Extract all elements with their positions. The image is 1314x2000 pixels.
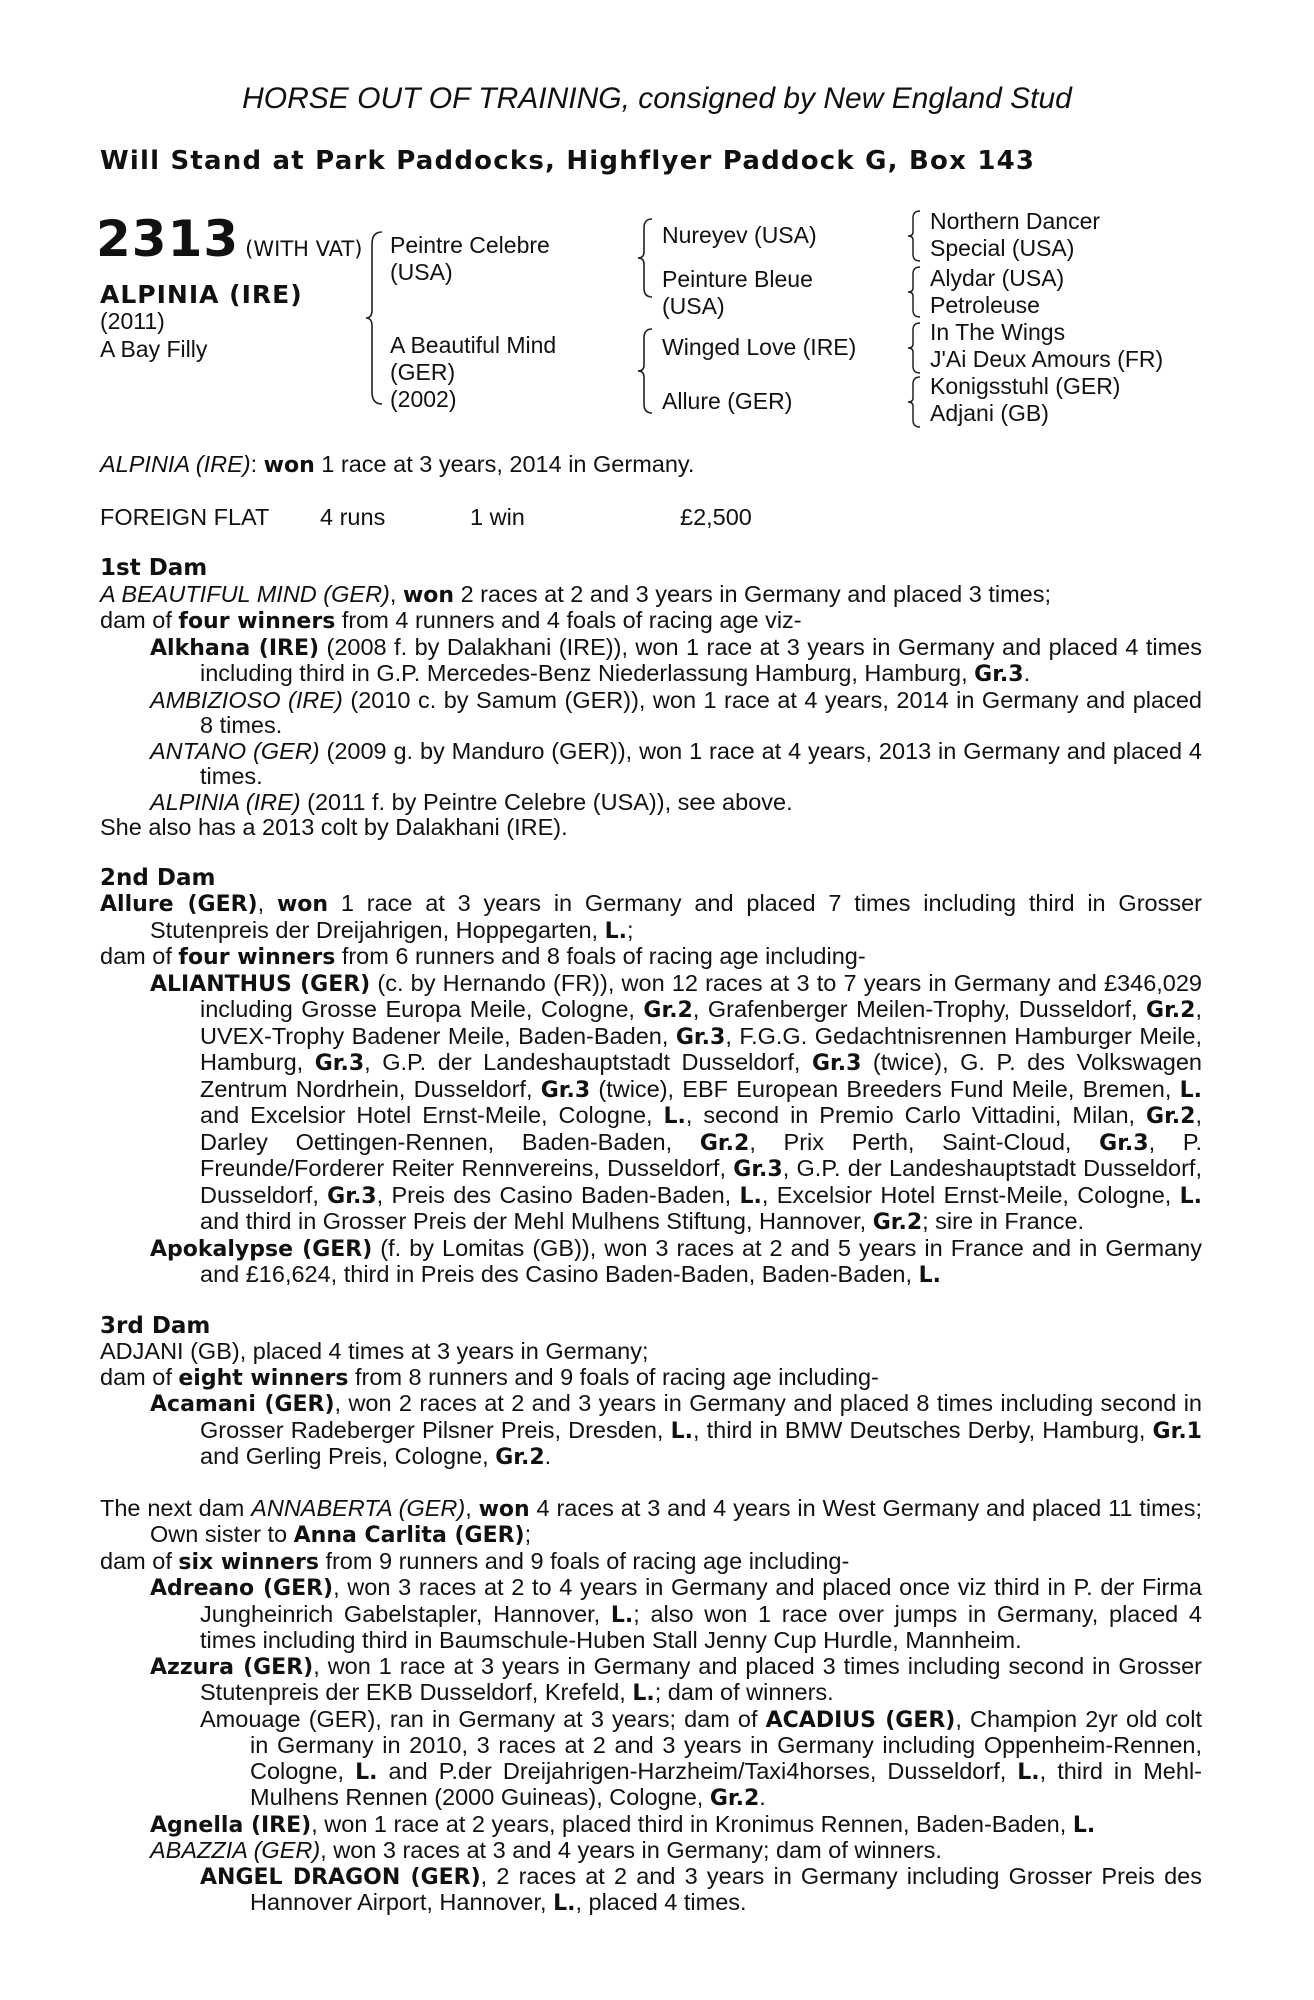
text-run: , third in BMW Deutsches Derby, Hamburg, <box>692 1416 1153 1443</box>
second-dam-line <box>100 891 1202 944</box>
dam1-won: won <box>402 582 455 608</box>
text-run: from 9 runners and 9 foals of racing age including- <box>318 1547 850 1574</box>
text-run: , F.G.G. Gedachtnisrennen Hamburger Meile, Hamburg, <box>200 1022 1203 1075</box>
text-run: Gr.1 <box>1152 1418 1202 1444</box>
text-run: L. <box>553 1891 576 1916</box>
text-run: (c. by Hernando (FR)), won 12 races at 3 to 7 years in Germany and £346,029 including Grosse Europa Meile, Cologne, <box>200 969 1203 1022</box>
sire-name: Peintre Celebre <box>390 232 550 258</box>
dam2-produce-b: four winners <box>178 945 336 970</box>
dam3-produce-c: from 8 runners and 9 foals of racing age including- <box>348 1363 879 1390</box>
text-run: L. <box>1179 1183 1203 1209</box>
text-run: , G.P. der Landeshauptstadt Dusseldorf, Dusseldorf, <box>200 1155 1202 1208</box>
ff-prize: £2,500 <box>680 504 752 530</box>
sire-dam-country: (USA) <box>662 293 725 319</box>
text-run: Gr.2 <box>1146 998 1196 1023</box>
pedigree-g1: Northern Dancer <box>930 208 1101 234</box>
text-run: L. <box>1179 1077 1203 1103</box>
dam2-produce-c: from 6 runners and 8 foals of racing age including- <box>335 943 866 969</box>
text-run: won <box>478 1496 530 1522</box>
pedigree-dam-dam: Allure (GER) <box>662 388 793 414</box>
produce-angel-dragon <box>100 1864 1202 1917</box>
next-dam-produce <box>100 1549 1202 1576</box>
pedigree-g8: Adjani (GB) <box>930 400 1049 426</box>
apokalypse-name: Apokalypse (GER) <box>150 1236 373 1262</box>
azzura-name: Azzura (GER) <box>150 1654 314 1680</box>
text-run: L. <box>739 1183 762 1209</box>
text-run: ; also won 1 race over jumps in Germany, placed 4 times including third in Baumschule-Huben Stall Jenny Cup Hurdle, Mannheim. <box>200 1600 1202 1653</box>
text-run: Gr.2 <box>1146 1104 1196 1129</box>
produce-agnella <box>100 1812 1202 1839</box>
text-run: , P. Freunde/Forderer Reiter Rennvereins, Dusseldorf, <box>200 1128 1203 1181</box>
next-dam-name: ANNABERTA (GER) <box>251 1494 466 1521</box>
text-run: , Prix Perth, Saint-Cloud, <box>749 1128 1100 1155</box>
pedigree-brace-g3 <box>906 320 922 376</box>
dam1-produce-c: from 4 runners and 4 foals of racing age viz- <box>335 607 802 633</box>
horse-description: A Bay Filly <box>100 336 208 362</box>
alpinia-name: ALPINIA (IRE) <box>150 788 301 815</box>
text-run: and P.der Dreijahrigen-Harzheim/Taxi4horses, Dusseldorf, <box>377 1757 1018 1784</box>
produce-alianthus <box>100 971 1202 1236</box>
text-run: , G.P. der Landeshauptstadt Dusseldorf, <box>364 1049 812 1075</box>
pedigree-dam <box>390 332 556 413</box>
text-run: , Darley Oettingen-Rennen, Baden-Baden, <box>200 1102 1202 1155</box>
summary-text: 1 race at 3 years, 2014 in Germany. <box>314 451 695 477</box>
pedigree-g2: Special (USA) <box>930 235 1075 261</box>
next-dam-line <box>100 1496 1202 1549</box>
text-run: and third in Grosser Preis der Mehl Mulhens Stiftung, Hannover, <box>200 1208 873 1234</box>
pedigree-g7: Konigsstuhl (GER) <box>930 373 1121 399</box>
dam1-produce-a: dam of <box>100 607 179 633</box>
third-dam-line: ADJANI (GB), placed 4 times at 3 years in Germany; <box>100 1338 649 1364</box>
second-dam-produce <box>100 944 1202 971</box>
horse-year: (2011) <box>100 308 165 334</box>
dam1-text: 2 races at 2 and 3 years in Germany and placed 3 times; <box>454 580 1052 607</box>
dam3-produce-b: eight winners <box>178 1365 349 1391</box>
text-run: , UVEX-Trophy Badener Meile, Baden-Baden, <box>200 996 1202 1049</box>
text-run: (twice), G. P. des Volkswagen Zentrum Nordrhein, Dusseldorf, <box>200 1049 1202 1102</box>
antano-text: (2009 g. by Manduro (GER)), won 1 race at 4 years, 2013 in Germany and placed 4 times. <box>200 737 1202 789</box>
text-run: and Gerling Preis, Cologne, <box>200 1443 496 1469</box>
text-run: , placed 4 times. <box>575 1889 747 1915</box>
produce-amouage <box>100 1707 1202 1812</box>
alpinia-text: (2011 f. by Peintre Celebre (USA)), see above. <box>300 788 793 815</box>
text-run: , won 1 race at 2 years, placed third in Kronimus Rennen, Baden-Baden, <box>311 1810 1073 1837</box>
alkhana-grade: Gr.3 <box>974 662 1024 687</box>
dam2-text: 1 race at 3 years in Germany and placed 7 times including third in Grosser Stutenpreis der Dreijahrigen, Hoppegarten, <box>150 890 1203 943</box>
lot-number: 2313 <box>96 210 240 268</box>
foreign-flat-record <box>100 505 1202 531</box>
sire-dam-name: Peinture Bleue <box>662 266 813 292</box>
race-summary <box>100 452 1202 479</box>
summary-horse: ALPINIA (IRE) <box>100 451 251 477</box>
text-run: L. <box>670 1418 693 1444</box>
text-run: , won 2 races at 2 and 3 years in Germany and placed 8 times including second in Grosser Radeberger Pilsner Preis, Dresden, <box>200 1390 1202 1443</box>
text-run: L. <box>355 1759 378 1785</box>
ff-runs: 4 runs <box>320 504 386 530</box>
dam2-semi: ; <box>627 916 634 943</box>
pedigree-brace-g1 <box>906 208 922 264</box>
third-dam-heading: 3rd Dam <box>100 1312 211 1339</box>
produce-abazzia <box>100 1838 1202 1864</box>
text-run: six winners <box>178 1549 319 1575</box>
dam1-produce-b: four winners <box>178 609 336 634</box>
text-run: L. <box>632 1681 655 1706</box>
text-run: L. <box>1072 1812 1096 1838</box>
text-run: Gr.3 <box>327 1183 377 1209</box>
text-run: , Excelsior Hotel Ernst-Meile, Cologne, <box>761 1181 1180 1208</box>
dam2-listed: L. <box>604 918 627 944</box>
ambizioso-name: AMBIZIOSO (IRE) <box>150 686 343 713</box>
pedigree-brace-g4 <box>906 374 922 430</box>
pedigree-brace-main <box>364 228 384 408</box>
acadius-name: ACADIUS (GER) <box>765 1707 956 1733</box>
own-sister-name: Anna Carlita (GER) <box>293 1523 525 1548</box>
third-dam-produce <box>100 1365 1202 1392</box>
page-header: HORSE OUT OF TRAINING, consigned by New England Stud <box>242 82 1072 115</box>
text-run: , won 3 races at 2 to 4 years in Germany and placed once viz third in P. der Firma Jungheinrich Gabelstapler, Hannover, <box>200 1574 1202 1627</box>
produce-ambizioso <box>100 688 1202 739</box>
dam-name: A Beautiful Mind <box>390 332 557 358</box>
text-run: Gr.2 <box>709 1786 760 1811</box>
text-run: Gr.3 <box>811 1051 862 1076</box>
dam-year: (2002) <box>390 386 457 412</box>
text-run: Gr.3 <box>1099 1130 1149 1156</box>
adreano-name: Adreano (GER) <box>150 1576 334 1601</box>
pedigree-brace-dam <box>636 326 654 416</box>
text-run: , third in Mehl-Mulhens Rennen (2000 Guineas), Cologne, <box>250 1757 1202 1810</box>
dam1-sep: , <box>389 580 403 607</box>
text-run: L. <box>1017 1759 1040 1785</box>
text-run: The next dam <box>100 1494 252 1521</box>
text-run: Gr.3 <box>314 1051 365 1076</box>
text-run: dam of <box>100 1547 179 1574</box>
lot-number-block <box>96 210 362 268</box>
first-dam-heading: 1st Dam <box>100 555 208 581</box>
text-run: , Grafenberger Meilen-Trophy, Dusseldorf, <box>692 996 1147 1022</box>
text-run: (twice), EBF European Breeders Fund Meile, Bremen, <box>590 1075 1180 1102</box>
pedigree-g3: Alydar (USA) <box>930 265 1065 291</box>
pedigree-sire <box>390 232 550 286</box>
horse-name: ALPINIA (IRE) <box>100 280 303 309</box>
text-run: , won 1 race at 3 years in Germany and placed 3 times including second in Grosser Stutenpreis der EKB Dusseldorf, Krefeld, <box>200 1652 1202 1705</box>
text-run: Gr.3 <box>675 1024 726 1050</box>
text-run: , second in Premio Carlo Vittadini, Milan, <box>685 1102 1147 1128</box>
dam-records <box>100 556 1202 1917</box>
produce-acamani <box>100 1391 1202 1471</box>
dam-country: (GER) <box>390 359 456 385</box>
alkhana-end: . <box>1023 660 1031 686</box>
sire-country: (USA) <box>390 259 453 285</box>
text-run: 4 races at 3 and 4 years in West Germany and placed 11 times; Own sister to <box>150 1494 1203 1547</box>
produce-alpinia <box>100 790 1202 816</box>
pedigree-g4: Petroleuse <box>930 292 1040 318</box>
produce-antano <box>100 739 1202 790</box>
text-run: Amouage (GER), ran in Germany at 3 years; dam of <box>200 1705 766 1732</box>
pedigree-dam-sire: Winged Love (IRE) <box>662 334 857 360</box>
first-dam-produce <box>100 608 1202 635</box>
antano-name: ANTANO (GER) <box>150 737 320 764</box>
text-run: Gr.3 <box>733 1157 783 1182</box>
text-run: , Champion 2yr old colt in Germany in 2010, 3 races at 2 and 3 years in Germany including Oppenheim-Rennen, Cologne, <box>250 1705 1202 1784</box>
pedigree-brace-g2 <box>906 264 922 320</box>
angel-dragon-name: ANGEL DRAGON (GER) <box>200 1864 481 1890</box>
text-run: Gr.2 <box>872 1210 923 1235</box>
produce-azzura <box>100 1654 1202 1707</box>
apokalypse-listed: L. <box>918 1263 941 1288</box>
produce-apokalypse <box>100 1236 1202 1289</box>
first-dam-also: She also has a 2013 colt by Dalakhani (IRE). <box>100 814 568 840</box>
stand-location: Will Stand at Park Paddocks, Highflyer Paddock G, Box 143 <box>100 146 1036 176</box>
dam1-name: A BEAUTIFUL MIND (GER) <box>100 580 390 607</box>
text-run: L. <box>663 1104 686 1129</box>
dam3-produce-a: dam of <box>100 1363 179 1390</box>
produce-alkhana <box>100 635 1202 688</box>
summary-colon: : <box>250 451 258 477</box>
text-run: and Excelsior Hotel Ernst-Meile, Cologne, <box>200 1102 664 1128</box>
text-run: Gr.2 <box>495 1445 545 1470</box>
text-run: Gr.2 <box>643 998 693 1023</box>
pedigree-sire-dam <box>662 266 813 320</box>
apokalypse-text: (f. by Lomitas (GB)), won 3 races at 2 and 5 years in France and in Germany and £16,624, third in Preis des Casino Baden-Baden, Baden-Baden, <box>200 1234 1202 1287</box>
dam2-produce-a: dam of <box>100 943 179 969</box>
alianthus-name: ALIANTHUS (GER) <box>150 971 371 997</box>
dam2-sep: , <box>257 890 277 916</box>
first-dam-line <box>100 582 1202 609</box>
text-run: ; <box>524 1521 532 1547</box>
ambizioso-text: (2010 c. by Samum (GER)), won 1 race at 4 years, 2014 in Germany and placed 8 times. <box>200 686 1202 738</box>
pedigree-g6: J'Ai Deux Amours (FR) <box>930 346 1164 372</box>
summary-won: won <box>263 453 315 478</box>
pedigree-brace-sire <box>636 216 654 300</box>
text-run: Gr.3 <box>540 1077 591 1103</box>
vat-note: (WITH VAT) <box>245 237 363 261</box>
produce-adreano <box>100 1575 1202 1654</box>
dam2-won: won <box>276 892 329 917</box>
alkhana-name: Alkhana (IRE) <box>150 635 320 661</box>
text-run: . <box>759 1784 766 1810</box>
text-run: , 2 races at 2 and 3 years in Germany including Grosser Preis des Hannover Airport, Hannover, <box>250 1862 1202 1915</box>
text-run: . <box>544 1443 552 1469</box>
second-dam-heading: 2nd Dam <box>100 864 216 891</box>
alkhana-text: (2008 f. by Dalakhani (IRE)), won 1 race at 3 years in Germany and placed 4 times including third in G.P. Mercedes-Benz Niederlassung Hamburg, Hamburg, <box>200 633 1203 686</box>
dam2-name: Allure (GER) <box>100 892 258 917</box>
abazzia-name: ABAZZIA (GER) <box>150 1837 321 1863</box>
pedigree-g5: In The Wings <box>930 319 1066 345</box>
acamani-name: Acamani (GER) <box>150 1392 335 1417</box>
text-run: , won 3 races at 3 and 4 years in Germany; dam of winners. <box>320 1837 942 1863</box>
text-run: L. <box>610 1602 634 1628</box>
agnella-name: Agnella (IRE) <box>150 1812 312 1838</box>
text-run: ; dam of winners. <box>654 1679 834 1705</box>
ff-wins: 1 win <box>470 504 525 530</box>
text-run: , Preis des Casino Baden-Baden, <box>376 1181 740 1208</box>
pedigree-sire-sire: Nureyev (USA) <box>662 222 817 248</box>
text-run: Gr.2 <box>699 1130 750 1156</box>
ff-label: FOREIGN FLAT <box>100 504 270 530</box>
text-run: , <box>465 1494 479 1521</box>
text-run: ; sire in France. <box>922 1208 1085 1234</box>
